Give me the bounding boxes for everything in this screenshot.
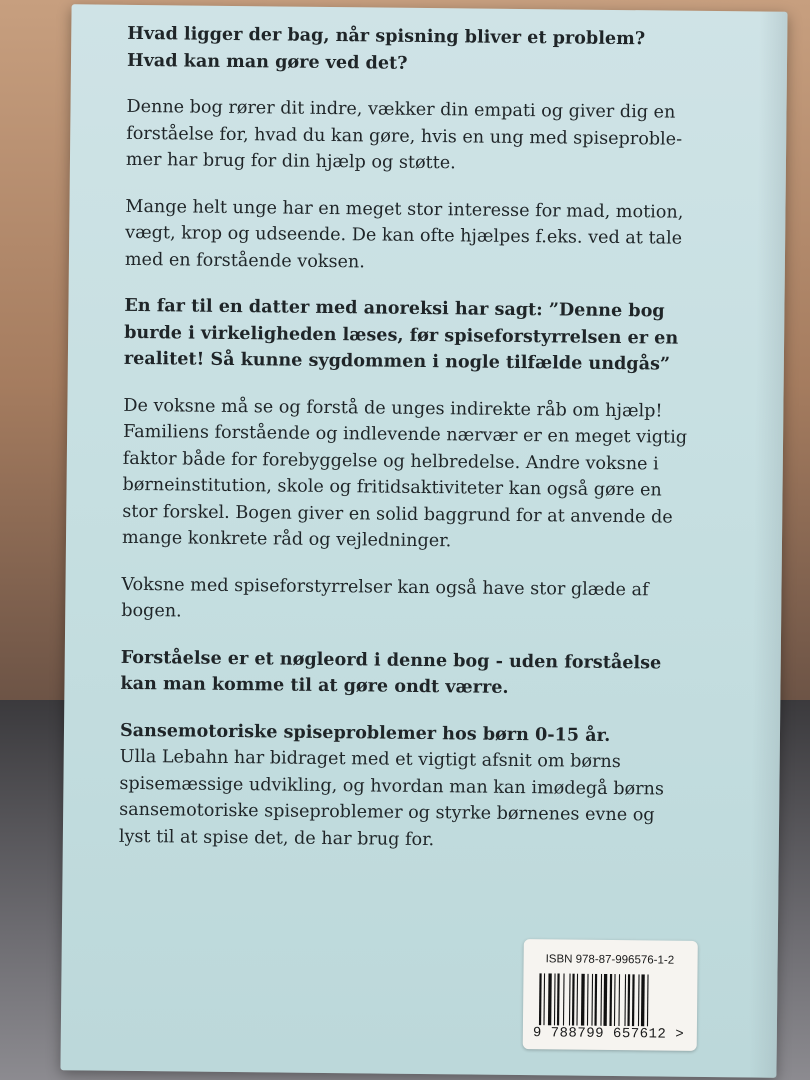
barcode-bar — [572, 974, 575, 1026]
barcode-bar — [614, 974, 616, 1026]
barcode-bar — [638, 974, 640, 1026]
barcode-bar — [603, 974, 607, 1026]
quote-line: burde i virkeligheden læses, før spiseforstyrrelsen er en — [124, 321, 679, 349]
sensory-line: Ulla Lebahn har bidraget med et vigtigt afsnit om børns — [119, 746, 621, 773]
heading-question — [127, 21, 708, 80]
barcode-bar — [600, 974, 602, 1026]
barcode-bar — [563, 973, 565, 1025]
intro-line: forståelse for, hvad du kan gøre, hvis en ung med spiseproble- — [126, 123, 683, 150]
isbn-barcode-label — [523, 939, 698, 1051]
sensory-title: Sansemotoriske spiseproblemer hos børn 0-15 år. — [119, 719, 611, 746]
barcode-bar — [641, 974, 645, 1026]
barcode-graphic — [537, 973, 684, 1027]
barcode-bar — [647, 974, 649, 1026]
intro-paragraph — [126, 94, 707, 180]
barcode-bar — [557, 973, 560, 1025]
adults-line: stor forskel. Bogen giver en solid baggrund for at anvende de — [122, 501, 673, 528]
interest-line: Mange helt unge har en meget stor interesse for mad, motion, — [125, 196, 684, 223]
interest-line: med en forstående voksen. — [124, 249, 365, 272]
barcode-bar — [587, 974, 589, 1026]
barcode-bar — [594, 974, 597, 1026]
adults-line: De voksne må se og forstå de unges indirekte råb om hjælp! — [123, 395, 663, 421]
barcode-bar — [627, 974, 630, 1026]
adults-line: børneinstitution, skole og fritidsaktiviteter kan også gøre en — [122, 474, 662, 501]
barcode-bar — [609, 974, 612, 1026]
interest-paragraph — [125, 193, 706, 279]
barcode-bar — [624, 974, 626, 1026]
barcode-bar — [576, 974, 578, 1026]
cover-text — [119, 21, 708, 876]
quote-line: realitet! Så kunne sygdommen i nogle tilfælde undgås” — [123, 347, 671, 375]
barcode-bar — [543, 973, 545, 1025]
intro-line: Denne bog rører dit indre, vækker din empati og giver dig en — [126, 96, 676, 123]
sensory-line: sansemotoriske spiseproblemer og styrke børnenes evne og — [119, 799, 655, 826]
adults-paragraph — [122, 392, 704, 557]
barcode-bar — [618, 974, 620, 1026]
understanding-line: kan man komme til at gøre ondt værre. — [120, 672, 509, 698]
adults-line: mange konkrete råd og vejledninger. — [121, 527, 452, 552]
understanding-statement — [120, 644, 701, 703]
sensory-section — [119, 717, 700, 856]
adults-line: faktor både for forebyggelse og helbredelse. Andre voksne i — [122, 448, 659, 474]
barcode-bar — [548, 973, 552, 1025]
sensory-line: lyst til at spise det, de har brug for. — [118, 826, 435, 850]
book-back-cover — [60, 4, 787, 1077]
understanding-line: Forståelse er et nøgleord i denne bog - uden forståelse — [120, 646, 662, 673]
adults-line: Familiens forstående og indlevende nærvær er en meget vigtig — [123, 421, 688, 448]
adults-eating-line: bogen. — [121, 600, 182, 622]
interest-line: vægt, krop og udseende. De kan ofte hjælpes f.eks. ved at tale — [125, 222, 683, 249]
barcode-bar — [554, 973, 556, 1025]
heading-line: Hvad ligger der bag, når spisning bliver et problem? — [127, 22, 646, 50]
barcode-bar — [581, 974, 585, 1026]
barcode-bar — [569, 974, 571, 1026]
intro-line: mer har brug for din hjælp og støtte. — [125, 149, 456, 174]
barcode-bar — [632, 974, 635, 1026]
heading-line: Hvad kan man gøre ved det? — [126, 49, 408, 74]
barcode-bar — [539, 973, 542, 1025]
isbn-number: ISBN 978-87-996576-1-2 — [545, 953, 675, 967]
quote-line: En far til en datter med anoreksi har sagt: ”Denne bog — [124, 294, 665, 322]
adults-eating-paragraph — [121, 571, 702, 630]
father-quote — [124, 293, 705, 379]
adults-eating-line: Voksne med spiseforstyrrelser kan også have stor glæde af — [121, 574, 649, 600]
barcode-bar — [591, 974, 593, 1026]
barcode-digits: 9 788799 657612 > — [532, 1025, 685, 1043]
sensory-line: spisemæssige udvikling, og hvordan man kan imødegå børns — [119, 773, 665, 800]
